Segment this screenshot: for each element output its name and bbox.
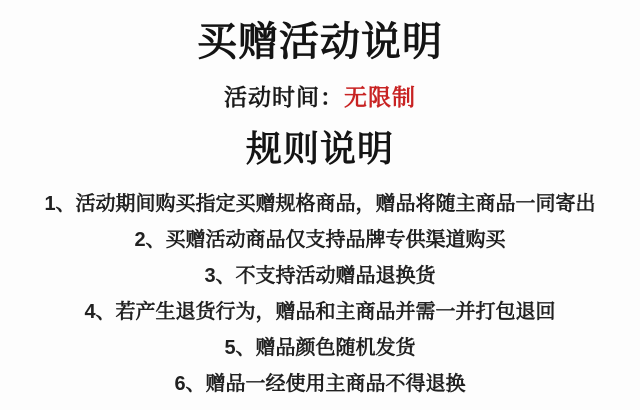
- rule-item-1: 1、活动期间购买指定买赠规格商品，赠品将随主商品一同寄出: [44, 193, 596, 216]
- activity-time-value: 无限制: [344, 84, 416, 110]
- rule-item-5: 5、赠品颜色随机发货: [224, 337, 416, 360]
- activity-time-label: 活动时间：: [224, 84, 344, 110]
- activity-time-line: [0, 86, 640, 109]
- rules-heading: 规则说明: [245, 128, 394, 169]
- rules-list: [0, 184, 640, 400]
- rule-item-6: 6、赠品一经使用主商品不得退换: [174, 373, 466, 396]
- rule-item-4: 4、若产生退货行为，赠品和主商品并需一并打包退回: [84, 301, 556, 324]
- rule-item-3: 3、不支持活动赠品退换货: [204, 265, 436, 288]
- page-title: 买赠活动说明: [197, 20, 443, 64]
- rule-item-2: 2、买赠活动商品仅支持品牌专供渠道购买: [134, 229, 506, 252]
